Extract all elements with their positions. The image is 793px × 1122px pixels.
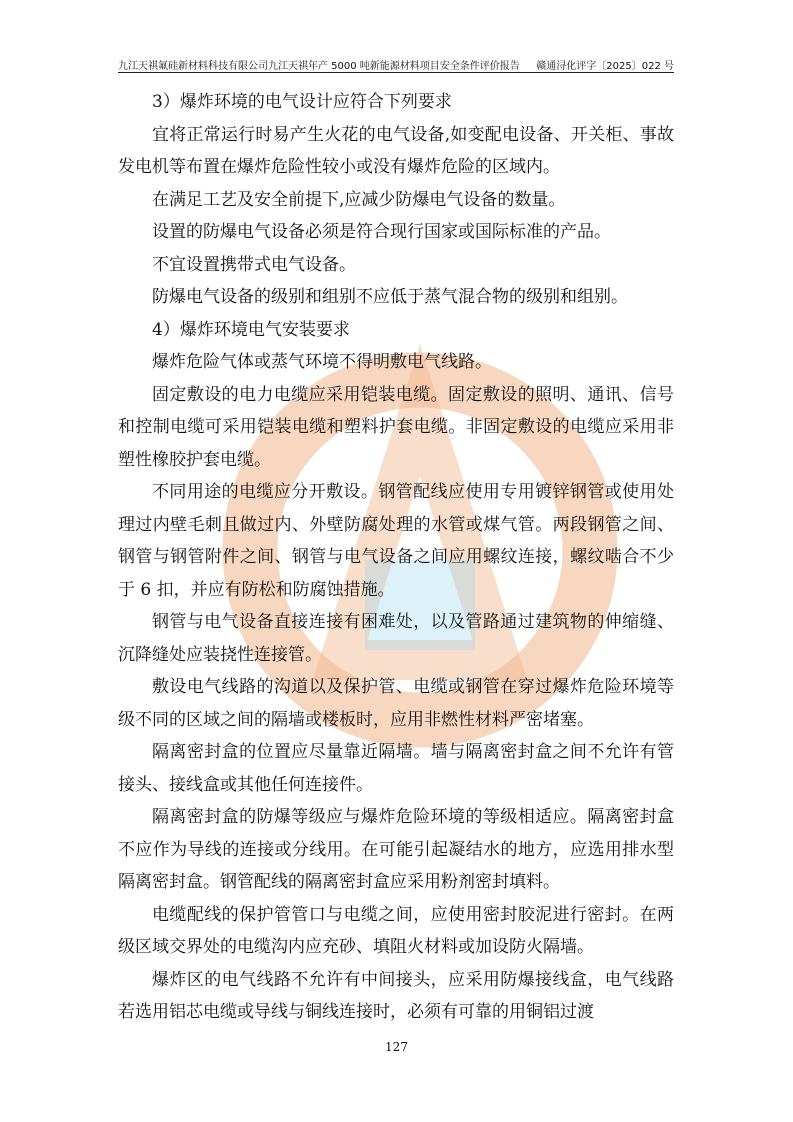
header-report-number: 赣通浔化评字〔2025〕022 号 [536, 61, 674, 72]
paragraph: 爆炸区的电气线路不允许有中间接头，应采用防爆接线盒，电气线路若选用铝芯电缆或导线与铜线连接时，必须有可靠的用铜铝过渡 [118, 969, 674, 1022]
paragraph: 在满足工艺及安全前提下,应减少防爆电气设备的数量。 [152, 189, 566, 210]
paragraph: 3）爆炸环境的电气设计应符合下列要求 [152, 92, 452, 112]
paragraph: 不同用途的电缆应分开敷设。钢管配线应使用专用镀锌钢管或使用处理过内壁毛刺且做过内、外壁防腐处理的水管或煤气管。两段钢管之间、钢管与钢管附件之间、钢管与电气设备之间应用螺纹连接，螺纹啮合不少于 6 扣，并应有防松和防腐蚀措施。 [118, 482, 674, 600]
paragraph: 宜将正常运行时易产生火花的电气设备,如变配电设备、开关柜、事故发电机等布置在爆炸危险性较小或没有爆炸危险的区域内。 [118, 124, 674, 177]
paragraph: 电缆配线的保护管管口与电缆之间，应使用密封胶泥进行密封。在两级区域交界处的电缆沟内应充砂、填阻火材料或加设防火隔墙。 [118, 904, 674, 957]
paragraph: 固定敷设的电力电缆应采用铠装电缆。固定敷设的照明、通讯、信号和控制电缆可采用铠装电缆和塑料护套电缆。非固定敷设的电缆应采用非塑性橡胶护套电缆。 [118, 384, 674, 470]
paragraph: 设置的防爆电气设备必须是符合现行国家或国际标准的产品。 [152, 222, 611, 242]
paragraph: 隔离密封盒的位置应尽量靠近隔墙。墙与隔离密封盒之间不允许有管接头、接线盒或其他任何连接件。 [118, 742, 674, 795]
page-number: 127 [385, 1040, 408, 1054]
page-header [118, 52, 674, 73]
document-body [118, 86, 674, 1029]
paragraph: 4）爆炸环境电气安装要求 [152, 319, 350, 340]
header-report-title: 九江天祺氟硅新材料科技有限公司九江天祺年产 5000 吨新能源材料项目安全条件评价报告 [118, 61, 520, 72]
paragraph: 钢管与电气设备直接连接有困难处，以及管路通过建筑物的伸缩缝、沉降缝处应装挠性连接管。 [118, 612, 674, 665]
paragraph: 爆炸危险气体或蒸气环境不得明敷电气线路。 [152, 352, 492, 372]
paragraph: 敷设电气线路的沟道以及保护管、电缆或钢管在穿过爆炸危险环境等级不同的区域之间的隔墙或楼板时，应用非燃性材料严密堵塞。 [118, 677, 674, 730]
paragraph: 防爆电气设备的级别和组别不应低于蒸气混合物的级别和组别。 [152, 287, 628, 307]
paragraph: 不宜设置携带式电气设备。 [152, 254, 356, 275]
paragraph: 隔离密封盒的防爆等级应与爆炸危险环境的等级相适应。隔离密封盒不应作为导线的连接或分线用。在可能引起凝结水的地方，应选用排水型隔离密封盒。钢管配线的隔离密封盒应采用粉剂密封填料。 [118, 807, 674, 892]
